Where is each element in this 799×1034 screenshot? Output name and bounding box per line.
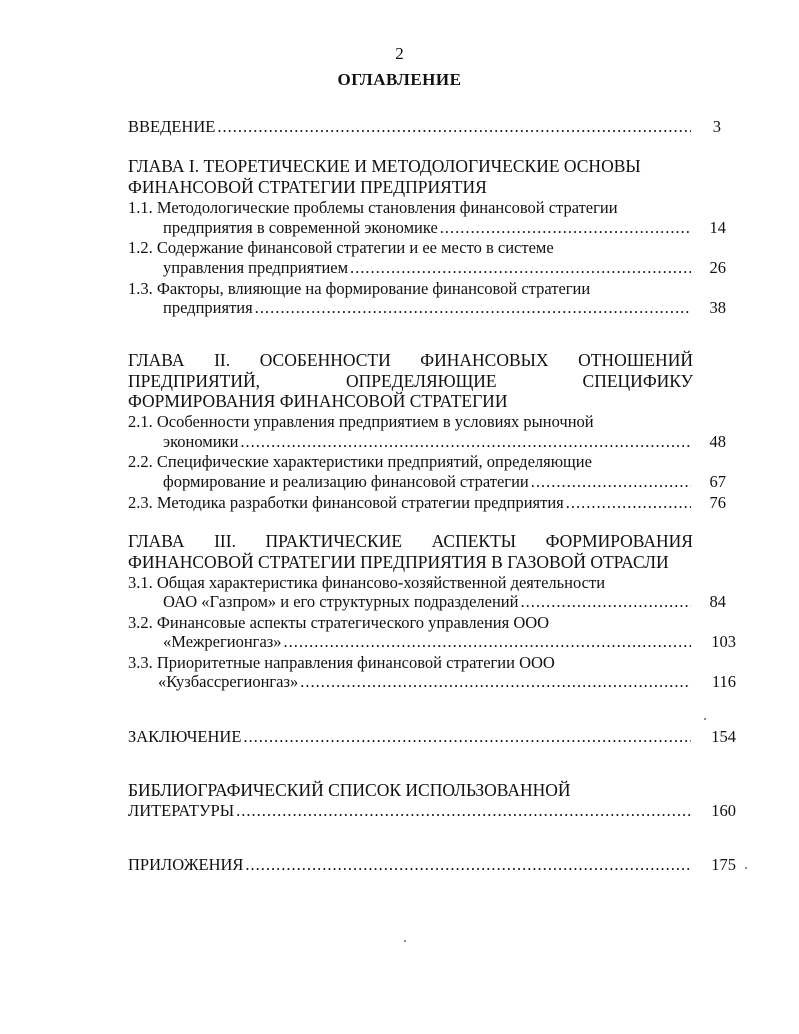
section-2-2-page: 67 bbox=[709, 472, 726, 491]
toc-entry-2-2[interactable] bbox=[163, 472, 693, 492]
dot-leader bbox=[566, 493, 691, 513]
bibliography-page: 160 bbox=[711, 801, 736, 820]
chapter2-word: ФИНАНСОВЫХ bbox=[420, 350, 549, 370]
section-1-3-page: 38 bbox=[709, 298, 726, 317]
toc-entry-1-3[interactable] bbox=[163, 298, 693, 318]
chapter3-word: ПРАКТИЧЕСКИЕ bbox=[265, 531, 403, 551]
dot-leader bbox=[236, 801, 691, 821]
toc-entry-appendix[interactable] bbox=[128, 855, 693, 875]
dot-leader bbox=[520, 592, 691, 612]
section-1-3-line1: 1.3. Факторы, влияющие на формирование финансовой стратегии bbox=[128, 279, 591, 298]
section-2-3-page: 76 bbox=[709, 493, 726, 512]
dot-leader bbox=[217, 117, 691, 137]
toc-title: ОГЛАВЛЕНИЕ bbox=[337, 70, 462, 89]
chapter3-title-line2: ФИНАНСОВОЙ СТРАТЕГИИ ПРЕДПРИЯТИЯ В ГАЗОВОЙ ОТРАСЛИ bbox=[128, 552, 669, 572]
toc-entry-intro[interactable] bbox=[128, 117, 693, 137]
section-1-1-page: 14 bbox=[709, 218, 726, 237]
section-2-1-line1: 2.1. Особенности управления предприятием в условиях рыночной bbox=[128, 412, 594, 431]
section-2-1-page: 48 bbox=[709, 432, 726, 451]
section-2-1-line2: экономики bbox=[163, 432, 239, 451]
dot-leader bbox=[255, 298, 691, 318]
section-3-3-line2: «Кузбассрегионгаз» bbox=[158, 672, 299, 691]
section-1-1-line1: 1.1. Методологические проблемы становления финансовой стратегии bbox=[128, 198, 618, 217]
section-3-3-line1: 3.3. Приоритетные направления финансовой стратегии ООО bbox=[128, 653, 555, 672]
chapter2-word: СПЕЦИФИКУ bbox=[582, 371, 693, 391]
section-2-2-line1: 2.2. Специфические характеристики предприятий, определяющие bbox=[128, 452, 592, 471]
section-3-2-line2: «Межрегионгаз» bbox=[163, 632, 282, 651]
toc-entry-bibliography[interactable] bbox=[128, 801, 693, 821]
toc-entry-3-2[interactable] bbox=[163, 632, 693, 652]
chapter2-word: ОСОБЕННОСТИ bbox=[259, 350, 391, 370]
intro-page: 3 bbox=[712, 117, 721, 136]
dot-leader bbox=[300, 672, 691, 692]
chapter2-title-line3: ФОРМИРОВАНИЯ ФИНАНСОВОЙ СТРАТЕГИИ bbox=[128, 391, 508, 411]
chapter1-title-line1: ГЛАВА I. ТЕОРЕТИЧЕСКИЕ И МЕТОДОЛОГИЧЕСКИЕ ОСНОВЫ bbox=[128, 156, 641, 176]
section-1-1-line2: предприятия в современной экономике bbox=[163, 218, 438, 237]
dot-leader bbox=[240, 432, 691, 452]
page-number: 2 bbox=[395, 44, 404, 63]
section-2-3-line1: 2.3. Методика разработки финансовой стратегии предприятия bbox=[128, 493, 564, 512]
dot-leader bbox=[531, 472, 691, 492]
toc-entry-3-3[interactable] bbox=[158, 672, 693, 692]
chapter2-word: II. bbox=[214, 350, 231, 370]
chapter2-title-line1 bbox=[128, 350, 693, 370]
dot-leader bbox=[284, 632, 691, 652]
scan-speck bbox=[404, 940, 406, 942]
toc-entry-3-1[interactable] bbox=[163, 592, 693, 612]
chapter2-title-line2 bbox=[128, 371, 693, 391]
chapter3-word: АСПЕКТЫ bbox=[431, 531, 517, 551]
section-3-1-page: 84 bbox=[709, 592, 726, 611]
section-3-1-line1: 3.1. Общая характеристика финансово-хозяйственной деятельности bbox=[128, 573, 606, 592]
dot-leader bbox=[350, 258, 691, 278]
toc-entry-2-1[interactable] bbox=[163, 432, 693, 452]
section-3-2-page: 103 bbox=[711, 632, 736, 651]
section-3-3-page: 116 bbox=[711, 672, 736, 691]
section-3-1-line2: ОАО «Газпром» и его структурных подразделений bbox=[163, 592, 519, 611]
conclusion-label: ЗАКЛЮЧЕНИЕ bbox=[128, 727, 242, 746]
conclusion-page: 154 bbox=[711, 727, 736, 746]
toc-entry-1-1[interactable] bbox=[163, 218, 693, 238]
bibliography-line1: БИБЛИОГРАФИЧЕСКИЙ СПИСОК ИСПОЛЬЗОВАННОЙ bbox=[128, 780, 571, 800]
scan-speck bbox=[745, 867, 747, 869]
section-3-2-line1: 3.2. Финансовые аспекты стратегического управления ООО bbox=[128, 613, 550, 632]
chapter2-word: ОТНОШЕНИЙ bbox=[578, 350, 693, 370]
section-1-2-page: 26 bbox=[709, 258, 726, 277]
section-1-2-line1: 1.2. Содержание финансовой стратегии и ее место в системе bbox=[128, 238, 554, 257]
chapter1-title-line2: ФИНАНСОВОЙ СТРАТЕГИИ ПРЕДПРИЯТИЯ bbox=[128, 177, 487, 197]
chapter3-word: III. bbox=[214, 531, 236, 551]
section-2-2-line2: формирование и реализацию финансовой стратегии bbox=[163, 472, 529, 491]
chapter2-word: ПРЕДПРИЯТИЙ, bbox=[128, 371, 261, 391]
bibliography-line2: ЛИТЕРАТУРЫ bbox=[128, 801, 235, 820]
toc-entry-1-2[interactable] bbox=[163, 258, 693, 278]
appendix-page: 175 bbox=[711, 855, 736, 874]
appendix-label: ПРИЛОЖЕНИЯ bbox=[128, 855, 244, 874]
chapter2-word: ОПРЕДЕЛЯЮЩИЕ bbox=[345, 371, 497, 391]
dot-leader bbox=[440, 218, 691, 238]
dot-leader bbox=[245, 855, 691, 875]
chapter3-word: ФОРМИРОВАНИЯ bbox=[545, 531, 693, 551]
chapter3-title-line1 bbox=[128, 531, 693, 551]
intro-label: ВВЕДЕНИЕ bbox=[128, 117, 216, 136]
scan-speck bbox=[704, 718, 706, 720]
chapter2-word: ГЛАВА bbox=[128, 350, 185, 370]
toc-entry-conclusion[interactable] bbox=[128, 727, 693, 747]
chapter3-word: ГЛАВА bbox=[128, 531, 185, 551]
dot-leader bbox=[243, 727, 691, 747]
section-1-2-line2: управления предприятием bbox=[163, 258, 349, 277]
toc-entry-2-3[interactable] bbox=[128, 493, 693, 513]
section-1-3-line2: предприятия bbox=[163, 298, 253, 317]
